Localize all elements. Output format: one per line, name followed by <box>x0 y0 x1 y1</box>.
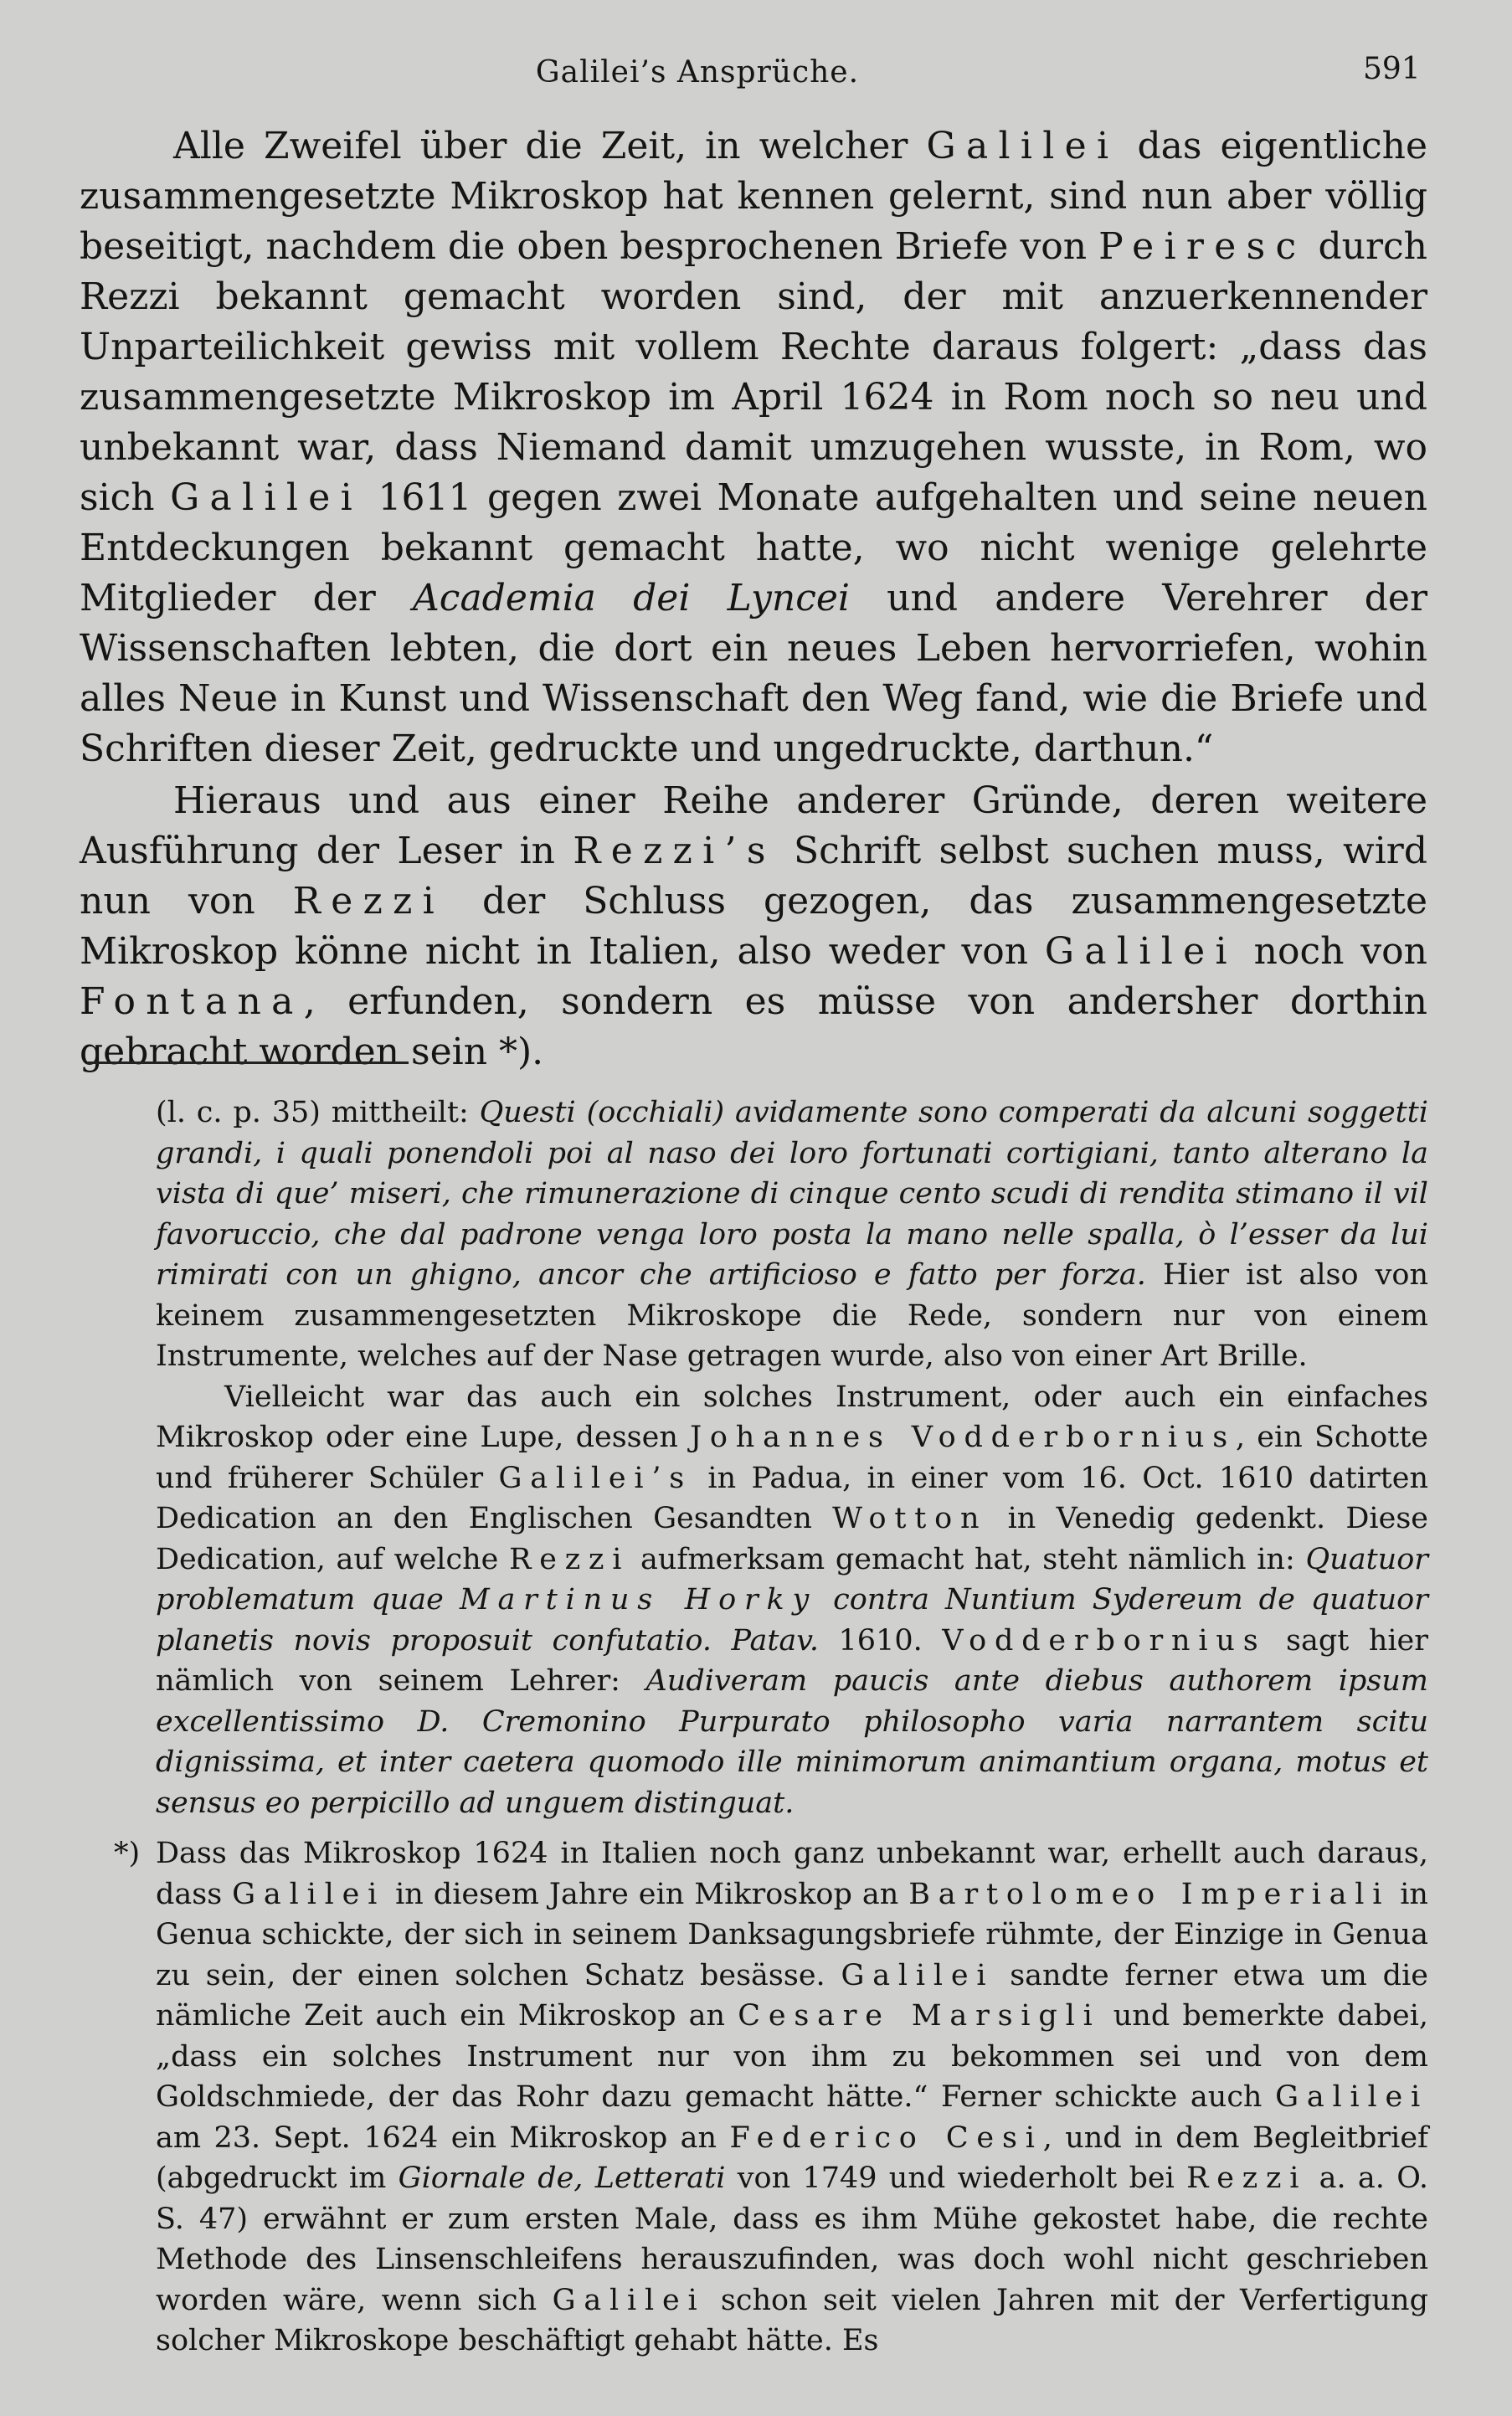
text-run: noch von <box>1237 930 1427 973</box>
name-galilei: Galilei <box>232 1877 386 1911</box>
name-vodderbornius: Vodderbornius <box>942 1623 1267 1658</box>
text-run: am 23. Sept. 1624 ein Mikroskop an <box>156 2120 730 2155</box>
name-galilei: Galilei <box>1044 930 1237 973</box>
text-run: in Venedig gedenkt. Diese Dedication, auf welche <box>156 1502 1428 1576</box>
running-header: Galilei’s Ansprüche. <box>535 55 860 90</box>
name-rezzi: Rezzi <box>292 880 445 923</box>
name-johannes: Johannes Vodderbornius <box>690 1421 1236 1454</box>
name-galilei: Galilei <box>841 1958 995 1992</box>
footnote-paragraph <box>156 1377 1428 1824</box>
italic-academia: Academia dei Lyncei <box>413 577 850 619</box>
name-wotton: Wotton <box>832 1502 988 1535</box>
text-run: in Genua schickte, der sich in seinem Danksagungsbriefe rühmte, der Einzige in Genua zu sein, der einen solchen Schatz besässe. <box>156 1877 1428 1992</box>
name-galileis: Galilei’s <box>498 1461 693 1495</box>
text-run: sandte ferner etwa um die nämliche Zeit auch ein Mikroskop an <box>156 1958 1428 2033</box>
text-run: sagt hier nämlich von seinem Lehrer: <box>156 1623 1428 1698</box>
text-run: und andere Verehrer der Wissenschaften lebten, die dort ein neues Leben hervorriefen, wohin alles Neue in Kunst und Wissenschaft den Weg fand, wie die Briefe und Schriften dieser Zeit, gedruckte und ungedruckte, darthun.“ <box>80 577 1427 770</box>
text-run: , erfunden, sondern es müsse von andersher dorthin gebracht worden sein *). <box>80 980 1427 1073</box>
name-peiresc: Peiresc <box>1098 225 1307 268</box>
italic-quote: Questi (occhiali) avidamente sono comperati da alcuni soggetti grandi, i quali ponendoli poi al naso dei loro fortunati cortigiani, tanto alterano la vista di que’ miseri, che rimunerazione di cinque cento scudi di rendita stimano il vil favoruccio, che dal padrone venga loro posta la mano nelle spalla, ò l’esser da lui rimirati con un ghigno, ancor che artificioso e fatto per forza. <box>156 1096 1429 1292</box>
text-run: Hieraus und aus einer Reihe anderer Gründe, deren weitere Ausführung der Leser in <box>80 779 1427 872</box>
paragraph-2 <box>80 776 1427 1077</box>
name-rezzi: Rezzi <box>509 1542 630 1576</box>
footnote-continuation <box>156 1092 1428 1377</box>
name-galilei: Galilei <box>170 476 363 519</box>
footnote-divider <box>87 1061 409 1064</box>
italic-quote: Audiveram paucis ante diebus authorem ipsum excellentissimo D. Cremonino Purpurato philosopho varia narrantem scitu dignissima, et inter caetera quomodo ille minimorum animantium organa, motus et sensus eo perpicillo ad unguem distinguat. <box>156 1664 1428 1820</box>
text-run: 1611 gegen zwei Monate aufgehalten und seine neuen Entdeckungen bekannt gemacht hatte, wo nicht wenige gelehrte Mitglieder der <box>80 476 1427 619</box>
name-galilei: Galilei <box>1275 2080 1428 2114</box>
name-martinus: Martinus Horky <box>459 1583 818 1617</box>
footnotes <box>114 1092 1429 2362</box>
text-run: der Schluss gezogen, das zusammengesetzte Mikroskop könne nicht in Italien, also weder von <box>80 880 1428 973</box>
text-run: Vielleicht war das auch ein solches Instrument, oder auch ein einfaches Mikroskop oder eine Lupe, dessen <box>156 1380 1428 1454</box>
name-bartolomeo: Bartolomeo Imperiali <box>908 1877 1391 1911</box>
italic-giornale: Giornale de, Letterati <box>398 2162 726 2195</box>
text-run: von 1749 und wiederholt bei <box>725 2162 1187 2195</box>
text-run: (l. c. p. 35) mittheilt: <box>156 1096 480 1129</box>
text-run: und bemerkte dabei, „dass ein solches Instrument nur von ihm zu bekommen sei und von dem Goldschmiede, der das Rohr dazu gemacht hätte.“ Ferner schickte auch <box>156 1999 1429 2114</box>
name-rezzi: Rezzi <box>1186 2162 1308 2195</box>
text-run: , und in dem Begleitbrief (abgedruckt im <box>156 2120 1428 2195</box>
name-federico: Federico Cesi <box>729 2120 1043 2155</box>
text-run: in diesem Jahre ein Mikroskop an <box>385 1877 909 1911</box>
main-text <box>80 121 1427 1077</box>
text-run: in Padua, in einer vom 16. Oct. 1610 datirten Dedication an den Englischen Gesandten <box>156 1461 1428 1535</box>
name-rezzis: Rezzi’s <box>573 830 776 872</box>
footnote-marker: *) <box>114 1837 141 1870</box>
text-run: Alle Zweifel über die Zeit, in welcher <box>173 125 927 167</box>
italic-title: contra Nuntium Sydereum de quatuor planetis novis proposuit confutatio. Patav. <box>156 1583 1428 1658</box>
text-run: Hier ist also von keinem zusammengesetzten Mikroskope die Rede, sondern nur von einem Instrumente, welches auf der Nase getragen wurde, also von einer Art Brille. <box>156 1258 1428 1373</box>
page-number: 591 <box>1363 52 1421 86</box>
paragraph-1 <box>80 121 1427 774</box>
text-run: Schrift selbst suchen muss, wird nun von <box>80 830 1427 923</box>
text-run: a. a. O. S. 47) erwähnt er zum ersten Male, dass es ihm Mühe gekostet habe, die rechte Methode des Linsenschleifens herauszufinden, was doch wohl nicht geschrieben worden wäre, wenn sich <box>156 2162 1428 2317</box>
name-fontana: Fontana <box>80 980 304 1023</box>
text-run: das eigentliche zusammengesetzte Mikroskop hat kennen gelernt, sind nun aber völlig beseitigt, nachdem die oben besprochenen Briefe von <box>80 125 1428 268</box>
text-run: schon seit vielen Jahren mit der Verfertigung solcher Mikroskope beschäftigt gehabt hätte. Es <box>156 2283 1428 2357</box>
italic-title: Quatuor problematum quae <box>156 1542 1428 1617</box>
name-galilei: Galilei <box>926 125 1119 167</box>
name-cesare: Cesare Marsigli <box>738 1999 1101 2033</box>
text-run: Dass das Mikroskop 1624 in Italien noch ganz unbekannt war, erhellt auch daraus, dass <box>156 1837 1428 1911</box>
footnote-star <box>114 1833 1429 2362</box>
text-run: aufmerksam gemacht hat, steht nämlich in: <box>630 1542 1306 1576</box>
name-galilei: Galilei <box>552 2283 706 2317</box>
text-run: , ein Schotte und früherer Schüler <box>156 1421 1428 1495</box>
text-run: durch Rezzi bekannt gemacht worden sind, der mit anzuerkennender Unparteilichkeit gewiss mit vollem Rechte daraus folgert: „dass das zusammengesetzte Mikroskop im April 1624 in Rom noch so neu und unbekannt war, dass Niemand damit umzugehen wusste, in Rom, wo sich <box>80 225 1427 519</box>
text-run: 1610. <box>819 1623 943 1658</box>
